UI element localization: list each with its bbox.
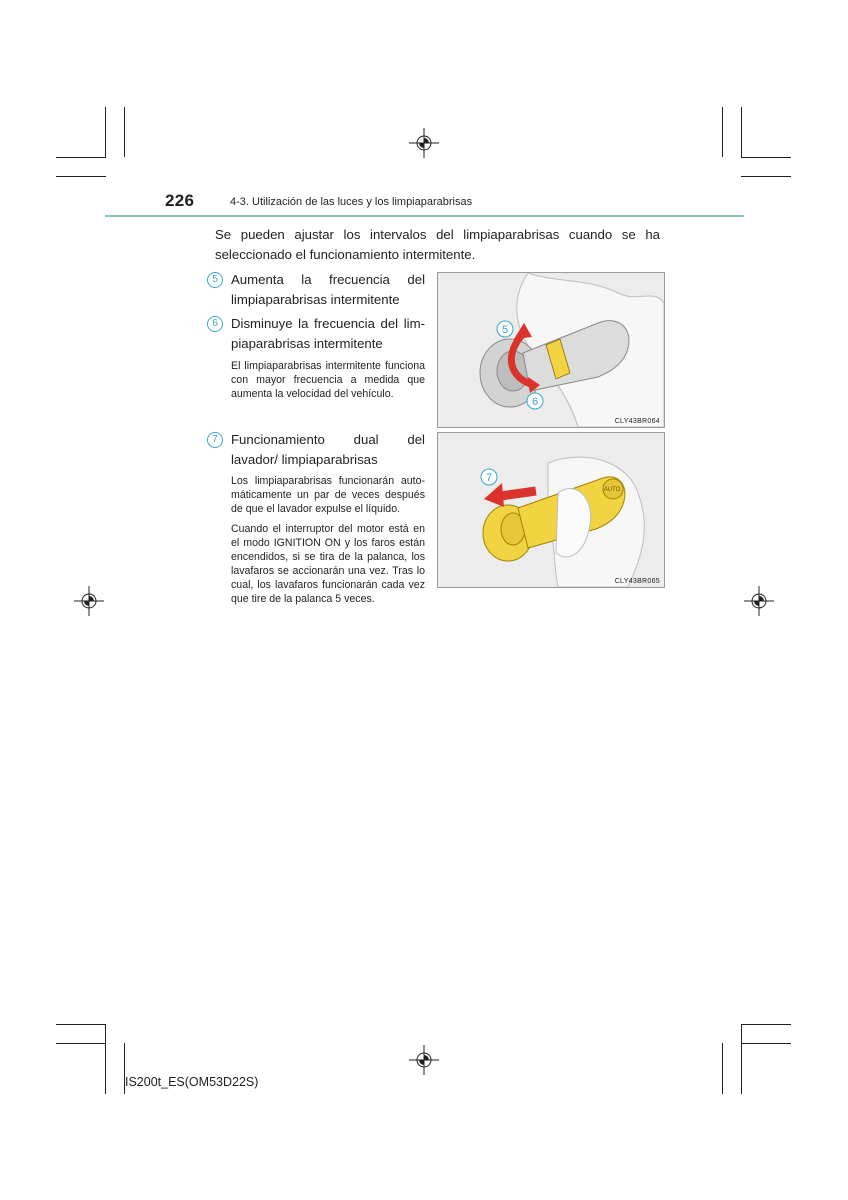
figure-callout: 7 [485,472,493,484]
note-paragraph: Los limpiaparabrisas funcionarán automáticamente un par de veces después de que el lavador expulse el líquido. [231,475,425,515]
washer-lever-illustration [438,433,664,587]
section-title: 4-3. Utilización de las luces y los limpiaparabrisas [230,196,473,208]
registration-mark-icon [744,586,774,616]
figure-washer-lever [437,432,665,588]
figure-code: CLY43BR065 [614,578,660,585]
registration-mark-icon [74,586,104,616]
wiper-lever-illustration [438,273,664,427]
figure-callout: 5 [501,324,509,336]
note-paragraph: El limpiaparabrisas intermitente funciona con mayor frecuencia a medida que aumenta la velocidad del vehículo. [231,360,425,400]
figure-wiper-interval [437,272,665,428]
note-paragraph: Cuando el interruptor del motor está en el modo IGNITION ON y los faros están encendidos, si se tira de la palanca, los lavafaros se accionarán una vez. Tras lo cual, los lavafaros funcionarán cada vez que tire de la palanca 5 veces. [231,523,425,605]
figure-code: CLY43BR064 [614,418,660,425]
list-item-label: Aumenta la frecuencia del limpiaparabrisas intermitente [231,272,425,307]
registration-mark-icon [409,128,439,158]
intro-paragraph: Se pueden ajustar los intervalos del limpiaparabrisas cuando se ha seleccionado el funcionamiento intermitente. [215,227,660,262]
callout-number: 6 [207,316,223,332]
list-item [207,314,425,354]
page-number: 226 [165,191,195,210]
callout-number: 5 [207,272,223,288]
list-item [207,270,425,310]
list-item-label: Disminuye la frecuencia del limpiaparabrisas intermitente [231,316,425,351]
list-item-label: Funcionamiento dual del lavador/ limpiaparabrisas [231,432,425,467]
list-item [207,430,425,470]
document-code: IS200t_ES(OM53D22S) [125,1075,259,1089]
callout-number: 7 [207,432,223,448]
registration-mark-icon [409,1045,439,1075]
header-divider [105,215,744,217]
switch-text: AUTO [603,487,621,493]
figure-callout: 6 [531,396,539,408]
